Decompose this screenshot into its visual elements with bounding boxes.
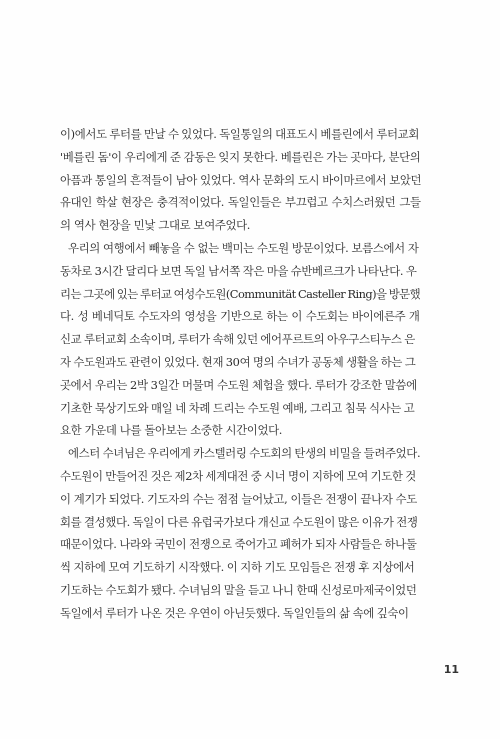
text-line: 때문이었다. 나라와 국민이 전쟁으로 죽어가고 폐허가 되자 사람들은 하나둘 bbox=[60, 537, 417, 552]
body-text bbox=[60, 123, 453, 625]
text-line: 곳에서 우리는 2박 3일간 머물며 수도원 체험을 했다. 루터가 강조한 말씀에 bbox=[60, 377, 417, 392]
text-line: 다. 성 베네딕토 수도자의 영성을 기반으로 하는 이 수도회는 바이에른주 개 bbox=[60, 309, 420, 324]
text-line: 자 수도원과도 관련이 있었다. 현재 30여 명의 수녀가 공동체 생활을 하는 그 bbox=[60, 354, 416, 369]
text-line: 의 역사 현장을 민낯 그대로 보여주었다. bbox=[60, 218, 251, 233]
text-line: 이)에서도 루터를 만날 수 있었다. 독일통일의 대표도시 베를린에서 루터교회 bbox=[60, 127, 419, 141]
text-line: 요한 가운데 나를 돌아보는 소중한 시간이었다. bbox=[60, 423, 283, 438]
text-line: 수도원이 만들어진 것은 제2차 세계대전 중 시너 명이 지하에 모여 기도한 것 bbox=[60, 468, 416, 483]
page-number: 11 bbox=[443, 663, 459, 676]
text-line: 기초한 묵상기도와 매일 네 차례 드리는 수도원 예배, 그리고 침묵 식사는 고 bbox=[60, 400, 415, 415]
text-line: 기도하는 수도회가 됐다. 수녀님의 말을 듣고 나니 한때 신성로마제국이었던 bbox=[60, 582, 417, 597]
text-line: 유대인 학살 현장은 충격적이었다. 독일인들은 부끄럽고 수치스러웠던 그들 bbox=[60, 195, 421, 210]
text-line: 독일에서 루터가 나온 것은 우연이 아닌듯했다. 독일인들의 삶 속에 깊숙이 bbox=[60, 605, 409, 620]
text-line: 이 계기가 되었다. 기도자의 수는 점점 늘어났고, 이들은 전쟁이 끝나자 수도 bbox=[60, 491, 417, 506]
text-line: 동차로 3시간 달리다 보면 독일 남서쪽 작은 마을 슈반베르크가 나타난다. 우 bbox=[60, 263, 417, 278]
text-line: 아픔과 통일의 흔적들이 남아 있었다. 역사 문화의 도시 바이마르에서 보았던 bbox=[60, 172, 422, 187]
text-line: 씩 지하에 모여 기도하기 시작했다. 이 지하 기도 모임들은 전쟁 후 지상에서 bbox=[60, 560, 415, 575]
text-line: 신교 루터교회 소속이며, 루터가 속해 있던 에어푸르트의 아우구스티누스 은 bbox=[60, 332, 415, 347]
text-line: 회를 결성했다. 독일이 다른 유럽국가보다 개신교 수도원이 많은 이유가 전쟁 bbox=[60, 514, 418, 529]
text-line: 우리의 여행에서 빼놓을 수 없는 백미는 수도원 방문이었다. 보름스에서 자 bbox=[68, 240, 419, 255]
text-line: 에스터 수녀님은 우리에게 카스텔러링 수도회의 탄생의 비밀을 들려주었다. bbox=[68, 446, 421, 461]
text-line: '베를린 돔'이 우리에게 준 감동은 잊지 못한다. 베를린은 가는 곳마다, 분단의 bbox=[60, 149, 421, 164]
text-line: 리는 그곳에 있는 루터교 여성수도원(Communität Casteller Ring)을 방문했 bbox=[60, 286, 421, 301]
